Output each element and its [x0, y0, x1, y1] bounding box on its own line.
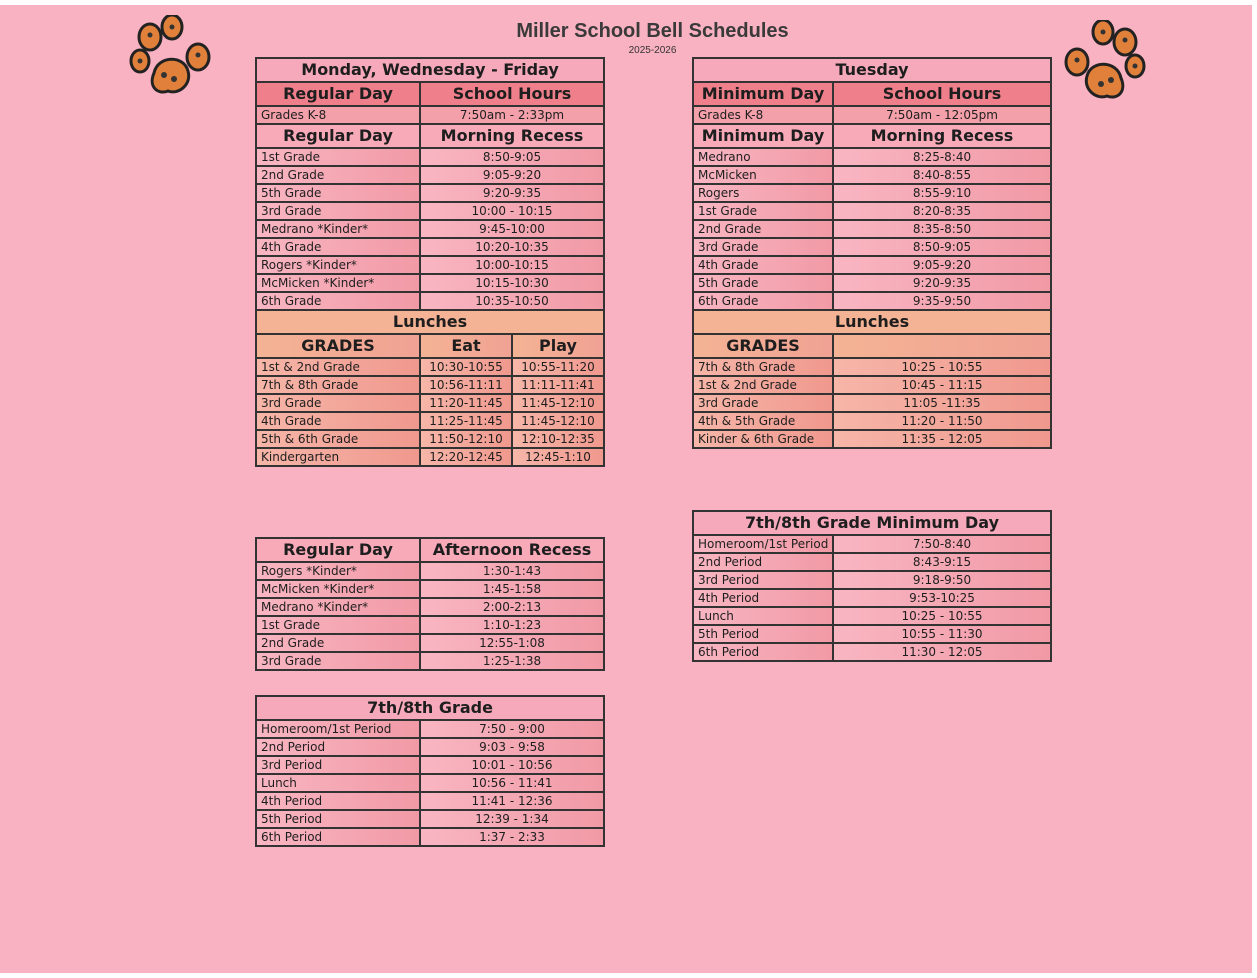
row-label: 1st Grade	[693, 202, 833, 220]
row-value: 7:50am - 12:05pm	[833, 106, 1051, 124]
mwf-schedule-table	[255, 57, 605, 467]
page-title: Miller School Bell Schedules	[516, 20, 789, 42]
row-value: 10:25 - 10:55	[833, 358, 1051, 376]
row-value: 11:45-12:10	[512, 394, 604, 412]
table-row	[693, 607, 1051, 625]
row-label: 6th Grade	[256, 292, 420, 310]
row-value: 12:20-12:45	[420, 448, 512, 466]
row-value: 10:15-10:30	[420, 274, 604, 292]
row-label: Rogers	[693, 184, 833, 202]
row-label: Kinder & 6th Grade	[693, 430, 833, 448]
row-label: Lunch	[693, 607, 833, 625]
row-label: 3rd Grade	[256, 394, 420, 412]
table-row	[256, 598, 604, 616]
row-label: 5th Period	[256, 810, 420, 828]
row-label: 3rd Period	[256, 756, 420, 774]
row-value: 10:56-11:11	[420, 376, 512, 394]
row-label: 4th Period	[256, 792, 420, 810]
row-value: 11:45-12:10	[512, 412, 604, 430]
row-label: Grades K-8	[693, 106, 833, 124]
row-label: Homeroom/1st Period	[256, 720, 420, 738]
row-value: 10:01 - 10:56	[420, 756, 604, 774]
row-value: 1:37 - 2:33	[420, 828, 604, 846]
row-label: McMicken *Kinder*	[256, 580, 420, 598]
row-label: 2nd Grade	[256, 166, 420, 184]
table-row	[256, 220, 604, 238]
table-row	[693, 202, 1051, 220]
table-row	[256, 376, 604, 394]
column-header: School Hours	[420, 82, 604, 106]
row-label: 5th Grade	[693, 274, 833, 292]
row-value: 9:45-10:00	[420, 220, 604, 238]
row-label: 4th Grade	[256, 238, 420, 256]
row-value: 12:55-1:08	[420, 634, 604, 652]
grade-7-8-table	[255, 695, 605, 847]
row-label: 3rd Grade	[693, 394, 833, 412]
row-value: 11:20 - 11:50	[833, 412, 1051, 430]
table-row	[256, 292, 604, 310]
table-banner: 7th/8th Grade Minimum Day	[693, 511, 1051, 535]
row-value: 10:30-10:55	[420, 358, 512, 376]
paw-print-icon	[1055, 20, 1147, 104]
table-row	[693, 148, 1051, 166]
paw-print-icon	[128, 15, 220, 99]
table-row	[693, 571, 1051, 589]
row-value: 10:56 - 11:41	[420, 774, 604, 792]
row-label: 6th Period	[256, 828, 420, 846]
row-value: 7:50am - 2:33pm	[420, 106, 604, 124]
table-row	[256, 738, 604, 756]
row-value: 1:45-1:58	[420, 580, 604, 598]
table-row	[693, 238, 1051, 256]
row-label: Rogers *Kinder*	[256, 562, 420, 580]
row-label: 2nd Grade	[693, 220, 833, 238]
row-value: 9:05-9:20	[420, 166, 604, 184]
row-label: Medrano	[693, 148, 833, 166]
row-value: 7:50 - 9:00	[420, 720, 604, 738]
row-value: 10:45 - 11:15	[833, 376, 1051, 394]
table-row	[693, 394, 1051, 412]
row-value: 9:35-9:50	[833, 292, 1051, 310]
table-row	[256, 166, 604, 184]
row-label: Kindergarten	[256, 448, 420, 466]
school-year: 2025-2026	[628, 45, 677, 56]
table-row	[256, 430, 604, 448]
table-row	[256, 202, 604, 220]
table-row	[693, 412, 1051, 430]
table-row	[256, 148, 604, 166]
row-label: 6th Period	[693, 643, 833, 661]
row-value: 1:10-1:23	[420, 616, 604, 634]
row-label: 4th Grade	[256, 412, 420, 430]
lunches-banner: Lunches	[256, 310, 604, 334]
row-value: 8:40-8:55	[833, 166, 1051, 184]
table-row	[256, 720, 604, 738]
table-row	[256, 184, 604, 202]
row-label: 5th Grade	[256, 184, 420, 202]
lunches-banner: Lunches	[693, 310, 1051, 334]
row-label: McMicken	[693, 166, 833, 184]
table-row	[256, 792, 604, 810]
column-header: Morning Recess	[833, 124, 1051, 148]
row-label: 3rd Grade	[256, 202, 420, 220]
table-row	[693, 589, 1051, 607]
row-label: 4th Grade	[693, 256, 833, 274]
row-label: Medrano *Kinder*	[256, 220, 420, 238]
row-value: 12:10-12:35	[512, 430, 604, 448]
column-header: Play	[512, 334, 604, 358]
row-label: 3rd Period	[693, 571, 833, 589]
table-row	[256, 448, 604, 466]
table-row	[693, 184, 1051, 202]
row-label: 1st Grade	[256, 616, 420, 634]
table-row	[256, 580, 604, 598]
table-row	[693, 358, 1051, 376]
row-value: 1:25-1:38	[420, 652, 604, 670]
table-row	[256, 256, 604, 274]
row-value: 10:25 - 10:55	[833, 607, 1051, 625]
schedule-page	[0, 5, 1252, 973]
table-row	[256, 274, 604, 292]
row-label: Rogers *Kinder*	[256, 256, 420, 274]
row-value: 9:20-9:35	[420, 184, 604, 202]
table-row	[693, 643, 1051, 661]
row-value: 8:25-8:40	[833, 148, 1051, 166]
row-value: 10:35-10:50	[420, 292, 604, 310]
table-row	[693, 274, 1051, 292]
row-value: 11:50-12:10	[420, 430, 512, 448]
table-row	[693, 376, 1051, 394]
table-row	[693, 430, 1051, 448]
row-label: 1st & 2nd Grade	[693, 376, 833, 394]
row-label: 4th & 5th Grade	[693, 412, 833, 430]
table-row	[693, 535, 1051, 553]
column-header: Regular Day	[256, 82, 420, 106]
table-row	[256, 412, 604, 430]
table-banner: Monday, Wednesday - Friday	[256, 58, 604, 82]
column-header: Eat	[420, 334, 512, 358]
column-header: School Hours	[833, 82, 1051, 106]
column-header	[833, 334, 1051, 358]
table-row	[693, 625, 1051, 643]
row-value: 9:53-10:25	[833, 589, 1051, 607]
table-row	[256, 562, 604, 580]
row-label: Grades K-8	[256, 106, 420, 124]
row-label: 2nd Grade	[256, 634, 420, 652]
table-row	[693, 553, 1051, 571]
row-label: 1st Grade	[256, 148, 420, 166]
row-label: 4th Period	[693, 589, 833, 607]
row-value: 9:05-9:20	[833, 256, 1051, 274]
row-value: 8:50-9:05	[833, 238, 1051, 256]
row-value: 9:03 - 9:58	[420, 738, 604, 756]
table-row	[256, 358, 604, 376]
row-label: McMicken *Kinder*	[256, 274, 420, 292]
row-value: 11:11-11:41	[512, 376, 604, 394]
row-value: 8:50-9:05	[420, 148, 604, 166]
table-row	[256, 756, 604, 774]
row-value: 11:05 -11:35	[833, 394, 1051, 412]
table-banner: 7th/8th Grade	[256, 696, 604, 720]
row-value: 12:45-1:10	[512, 448, 604, 466]
table-banner: Tuesday	[693, 58, 1051, 82]
row-value: 11:25-11:45	[420, 412, 512, 430]
row-label: 2nd Period	[256, 738, 420, 756]
table-row	[693, 256, 1051, 274]
grade-7-8-minimum-day-table	[692, 510, 1052, 662]
row-value: 8:43-9:15	[833, 553, 1051, 571]
row-value: 2:00-2:13	[420, 598, 604, 616]
row-label: Medrano *Kinder*	[256, 598, 420, 616]
afternoon-recess-table	[255, 537, 605, 671]
column-header: GRADES	[256, 334, 420, 358]
table-row	[256, 238, 604, 256]
column-header: Afternoon Recess	[420, 538, 604, 562]
table-row	[256, 634, 604, 652]
row-value: 11:35 - 12:05	[833, 430, 1051, 448]
column-header: Regular Day	[256, 124, 420, 148]
table-row	[693, 292, 1051, 310]
row-value: 10:55-11:20	[512, 358, 604, 376]
table-row	[256, 828, 604, 846]
column-header: GRADES	[693, 334, 833, 358]
row-value: 10:00 - 10:15	[420, 202, 604, 220]
column-header: Minimum Day	[693, 82, 833, 106]
column-header: Minimum Day	[693, 124, 833, 148]
column-header: Morning Recess	[420, 124, 604, 148]
row-value: 10:00-10:15	[420, 256, 604, 274]
row-value: 8:55-9:10	[833, 184, 1051, 202]
row-value: 1:30-1:43	[420, 562, 604, 580]
row-label: 5th & 6th Grade	[256, 430, 420, 448]
row-label: 6th Grade	[693, 292, 833, 310]
row-label: 1st & 2nd Grade	[256, 358, 420, 376]
row-label: 2nd Period	[693, 553, 833, 571]
table-row	[256, 774, 604, 792]
row-value: 9:18-9:50	[833, 571, 1051, 589]
row-label: 7th & 8th Grade	[693, 358, 833, 376]
row-value: 10:20-10:35	[420, 238, 604, 256]
column-header: Regular Day	[256, 538, 420, 562]
row-value: 11:30 - 12:05	[833, 643, 1051, 661]
row-label: 3rd Grade	[256, 652, 420, 670]
tuesday-schedule-table	[692, 57, 1052, 449]
row-label: Homeroom/1st Period	[693, 535, 833, 553]
row-value: 7:50-8:40	[833, 535, 1051, 553]
row-label: 5th Period	[693, 625, 833, 643]
row-value: 10:55 - 11:30	[833, 625, 1051, 643]
table-row	[256, 616, 604, 634]
table-row	[256, 810, 604, 828]
row-value: 12:39 - 1:34	[420, 810, 604, 828]
row-label: Lunch	[256, 774, 420, 792]
row-label: 3rd Grade	[693, 238, 833, 256]
table-row	[256, 394, 604, 412]
table-row	[693, 166, 1051, 184]
row-value: 11:20-11:45	[420, 394, 512, 412]
row-value: 8:35-8:50	[833, 220, 1051, 238]
row-value: 8:20-8:35	[833, 202, 1051, 220]
row-value: 9:20-9:35	[833, 274, 1051, 292]
table-row	[693, 220, 1051, 238]
table-row	[256, 652, 604, 670]
row-label: 7th & 8th Grade	[256, 376, 420, 394]
row-value: 11:41 - 12:36	[420, 792, 604, 810]
